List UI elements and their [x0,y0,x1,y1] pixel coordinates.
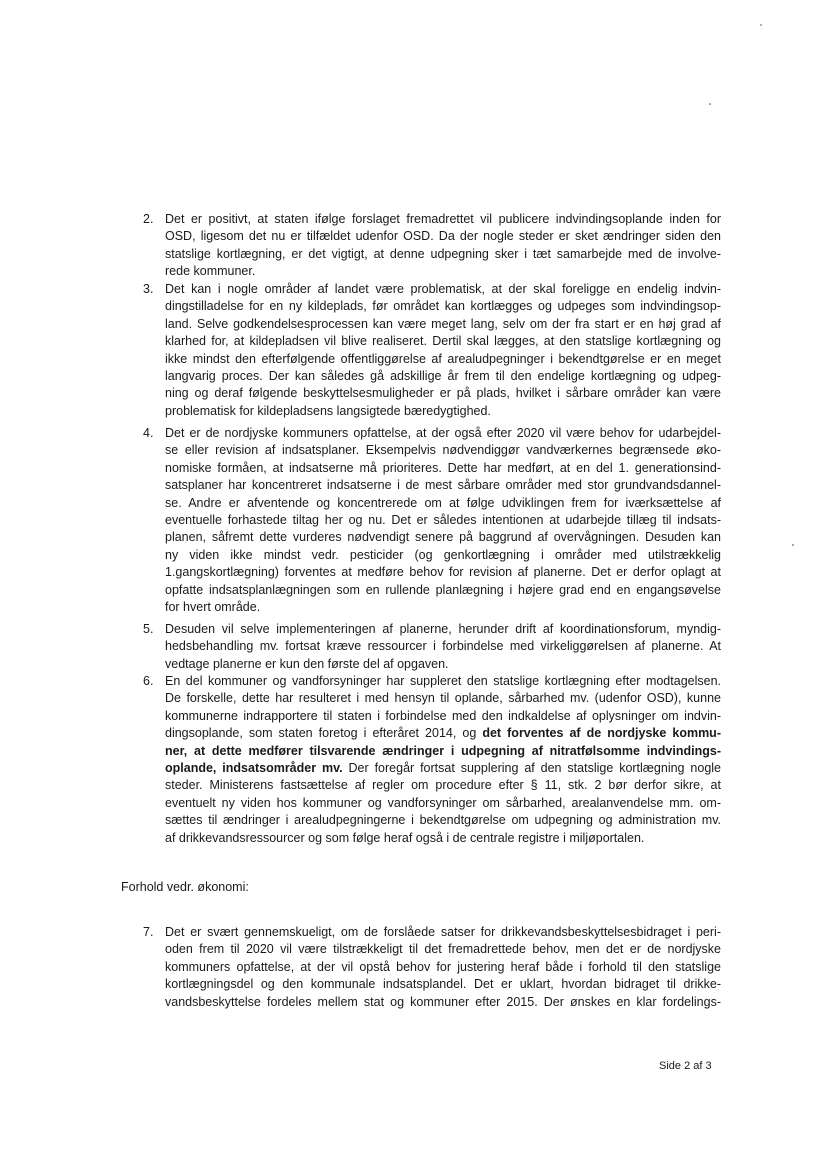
text-line: De forskelle, dette har resulteret i med hensyn til oplande, sårbarhed mv. (udenfor OSD), kunne [165,691,721,706]
item-number: 4. [143,426,154,440]
text-line: Det er positivt, at staten ifølge forslaget fremadrettet vil publicere indvindingsoplande inden for [165,212,721,226]
text-line: sættes til ændringer i arealudpegningerne i bekendtgørelse om udpegning og administration mv. [165,813,721,828]
text-line: for hvert område. [165,600,261,614]
text-line: hedsbehandling mv. fortsat kræve ressourcer i forbindelse med virkeliggørelsen af planerne. At [165,639,721,654]
item-number: 6. [143,674,154,688]
text-line: steder. Ministerens fastsættelse af regler om procedure efter § 11, stk. 2 bør derfor sikre, at [165,778,721,793]
text-line: problematisk for kildepladsens langsigtede bæredygtighed. [165,403,491,418]
text-line: opfatte indsatsplanlægningen som en rullende planlægning i højere grad end en engangsøvelse [165,582,721,597]
item-number: 3. [143,282,154,296]
text-line: dingstilladelse for en ny kildeplads, før området kan kortlægges og udpeges som indvindingsop- [165,299,721,314]
text-line-mixed [165,760,721,777]
text-line: se eller revision af indsatsplaner. Eksempelvis nødvendiggør vandværkernes begrænsede øko- [165,443,721,458]
text-line: Det er svært gennemskueligt, om de forslåede satser for drikkevandsbeskyttelsesbidraget i peri- [165,925,721,939]
text-line: kommuners opfattelse, at der vil opstå behov for justering heraf både i forhold til den statslige [165,959,721,974]
text-line: Det er de nordjyske kommuners opfattelse, at der også efter 2020 vil være behov for udarbejdel- [165,426,721,440]
text-line: ikke mindst den efterfølgende offentliggørelse af arealudpegninger i bekendtgørelse er en meget [165,351,721,366]
text-line: oden frem til 2020 vil være tilstrækkeligt til det fremadrettede behov, men det er de nordjyske [165,942,721,957]
scan-speck [792,544,794,546]
text-line: En del kommuner og vandforsyninger har suppleret den statslige kortlægning efter modtagelsen. [165,674,721,688]
text-line: planen, såfremt dette vurderes nødvendigt senere på baggrund af overvågningen. Desuden kan [165,530,721,545]
bold-text-segment: oplande, indsatsområder mv. [165,761,343,775]
text-line: ny viden ikke mindst vedr. pesticider (og genkortlægning i områder med utilstrækkelig [165,547,721,562]
text-line: se. Andre er afventende og koncentrerede om at følge udviklingen frem for iværksættelse af [165,495,721,510]
text-line: rede kommuner. [165,264,256,279]
text-line: satsplaner har koncentreret indsatserne i de mest sårbare områder med stor grundvandsdannel- [165,478,721,493]
item-number: 2. [143,212,154,226]
page-number: Side 2 af 3 [659,1060,712,1072]
text-line: 1.gangskortlægning) forventes at medføre behov for revision af planerne. Det er derfor oplagt at [165,565,721,580]
item-number: 7. [143,925,154,939]
item-number: 5. [143,622,154,636]
scan-speck [760,24,762,26]
text-line: vedtage planerne er kun den første del af opgaven. [165,656,449,671]
text-line: langvarig proces. Der kan således gå adskillige år frem til den endelige kortlægning og udpeg- [165,369,721,383]
text-line: Desuden vil selve implementeringen af planerne, herunder drift af koordinationsforum, myndig- [165,622,721,636]
text-line: eventuelt ny viden hos kommuner og vandforsyninger om sårbarhed, arealanvendelse mm. om- [165,795,721,810]
text-line-mixed [165,725,721,742]
text-line: af drikkevandsressourcer og som følge heraf også i de centrale registre i miljøportalen. [165,830,645,845]
section-heading: Forhold vedr. økonomi: [121,880,249,894]
text-segment: dingsoplande, som staten foretog i efteråret 2014, og [165,726,483,741]
scan-speck [709,103,711,105]
bold-text-segment: det forventes af de nordjyske kommu- [482,726,721,741]
text-line: klarhed for, at kildepladsen vil blive realiseret. Dertil skal lægges, at den statslige kortlægning og [165,334,721,349]
text-line: OSD, ligesom det nu er tilfældet udenfor OSD. Da der nogle steder er sket ændringer siden den [165,229,721,244]
text-line: kommunerne indrapportere til staten i forbindelse med den indkaldelse af oplysninger om indvin- [165,708,721,723]
text-line: vandsbeskyttelse fordeles mellem stat og kommuner efter 2015. Der ønskes en klar fordelings- [165,994,721,1009]
bold-text-line: ner, at dette medfører tilsvarende ændringer i udpegning af nitratfølsomme indvindings- [165,743,721,758]
text-line: ning og deraf følgende beskyttelsesmuligheder er på plads, hvilket i sårbare områder kan være [165,386,721,401]
text-line: land. Selve godkendelsesprocessen kan være meget lang, selv om der fra start er en høj grad af [165,316,721,331]
text-segment: Der foregår fortsat supplering af den statslige kortlægning nogle [342,761,721,775]
text-line: statslige kortlægning, er det vigtigt, at denne udpegning sker i tæt samarbejde med de involve- [165,246,721,261]
text-line: eventuelle forhastede tiltag her og nu. Det er således intentionen at udarbejde tillæg til indsats- [165,513,721,527]
text-line: nomiske formåen, at indsatserne må prioriteres. Dette har medført, at en del 1. generationsind- [165,460,721,475]
text-line: Det kan i nogle områder af landet være problematisk, at der skal foreligge en endelig indvin- [165,282,721,296]
text-line: kortlægningsdel og den kommunale indsatsplandel. Det er uklart, hvordan bidraget til drikke- [165,977,721,992]
